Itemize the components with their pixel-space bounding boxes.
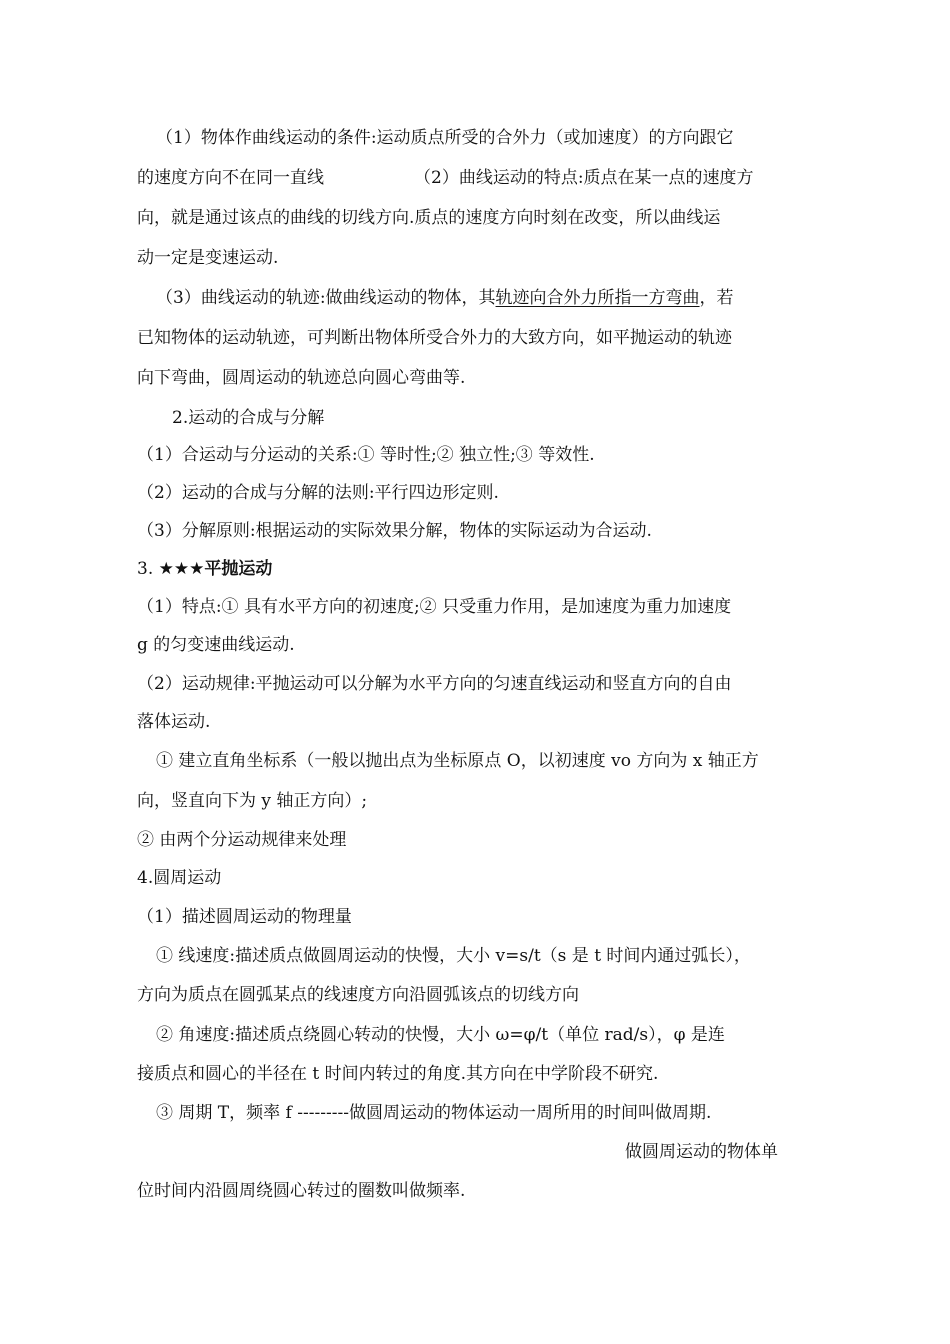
section-heading <box>137 558 272 580</box>
underlined-text: 轨迹向合外力所指一方弯曲 <box>495 288 700 308</box>
text-line: 向下弯曲，圆周运动的轨迹总向圆心弯曲等. <box>137 368 466 388</box>
text-line: 已知物体的运动轨迹，可判断出物体所受合外力的大致方向，如平抛运动的轨迹 <box>137 328 732 348</box>
list-item: ② 角速度:描述质点绕圆心转动的快慢，大小 ω=φ/t（单位 rad/s），φ 是连 <box>156 1025 725 1045</box>
text-line: 方向为质点在圆弧某点的线速度方向沿圆弧该点的切线方向 <box>137 985 579 1005</box>
text-line: （1）物体作曲线运动的条件:运动质点所受的合外力（或加速度）的方向跟它 <box>156 128 734 148</box>
text-line: 落体运动. <box>137 712 211 732</box>
text-line: 接质点和圆心的半径在 t 时间内转过的角度.其方向在中学阶段不研究. <box>137 1064 659 1084</box>
list-item: （1）特点:① 具有水平方向的初速度;② 只受重力作用，是加速度为重力加速度 <box>137 597 732 617</box>
list-item: （3）分解原则:根据运动的实际效果分解，物体的实际运动为合运动. <box>137 521 652 541</box>
section-heading: 4.圆周运动 <box>137 868 222 888</box>
list-item: ① 建立直角坐标系（一般以抛出点为坐标原点 O，以初速度 vo 方向为 x 轴正方 <box>156 751 759 771</box>
list-item: ② 由两个分运动规律来处理 <box>137 830 347 850</box>
text-line: 位时间内沿圆周绕圆心转过的圈数叫做频率. <box>137 1181 466 1201</box>
text-span: （3）曲线运动的轨迹:做曲线运动的物体，其 <box>156 288 496 308</box>
list-item: （1）合运动与分运动的关系:① 等时性;② 独立性;③ 等效性. <box>137 445 595 465</box>
list-item: （2）运动规律:平抛运动可以分解为水平方向的匀速直线运动和竖直方向的自由 <box>137 674 732 694</box>
text-span: ，若 <box>699 288 734 308</box>
text-line: 向，竖直向下为 y 轴正方向）; <box>137 791 368 811</box>
list-item: （1）描述圆周运动的物理量 <box>137 907 352 927</box>
list-item: ③ 周期 T，频率 f ---------做圆周运动的物体运动一周所用的时间叫做周期. <box>156 1103 712 1123</box>
list-item: ① 线速度:描述质点做圆周运动的快慢，大小 v=s/t（s 是 t 时间内通过弧长）， <box>156 946 751 966</box>
text-line: 的速度方向不在同一直线 <box>137 168 324 188</box>
list-item: （2）运动的合成与分解的法则:平行四边形定则. <box>137 483 499 503</box>
text-line: 向，就是通过该点的曲线的切线方向.质点的速度方向时刻在改变，所以曲线运 <box>137 208 721 228</box>
section-title: ★★★平抛运动 <box>158 559 273 579</box>
section-heading: 2.运动的合成与分解 <box>172 408 325 428</box>
text-line: （2）曲线运动的特点:质点在某一点的速度方 <box>414 168 754 188</box>
text-line <box>156 287 734 309</box>
section-number: 3. <box>137 559 159 579</box>
text-line: 做圆周运动的物体单 <box>625 1142 778 1162</box>
text-line: 动一定是变速运动. <box>137 248 279 268</box>
text-line: g 的匀变速曲线运动. <box>137 635 295 655</box>
